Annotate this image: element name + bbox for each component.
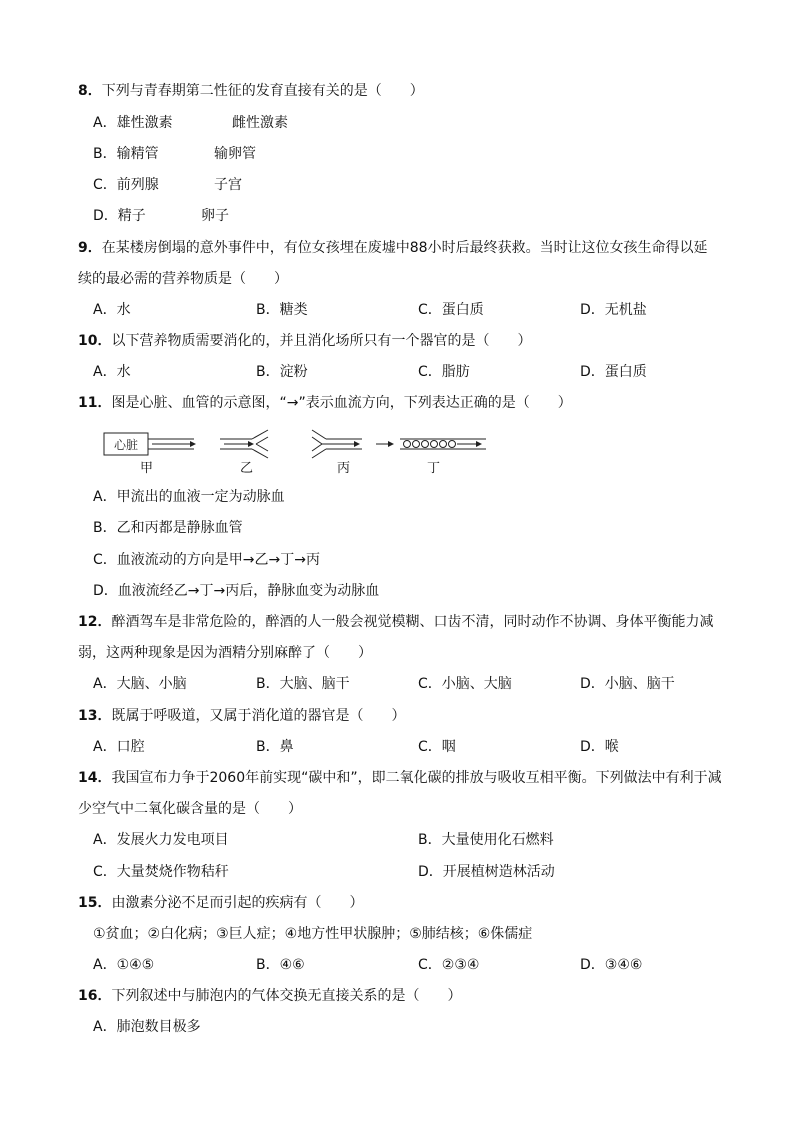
label-jia: 甲	[140, 461, 154, 476]
q8-option-b: B．输精管	[93, 146, 159, 162]
q12-option-c: C．小脑、大脑	[418, 676, 512, 692]
question-14-stem-cont: 少空气中二氧化碳含量的是（ ）	[78, 801, 302, 817]
question-10-stem: 10．以下营养物质需要消化的，并且消化场所只有一个器官的是（ ）	[78, 333, 532, 349]
q13-option-d: D．喉	[580, 739, 619, 755]
q11-option-a: A．甲流出的血液一定为动脉血	[93, 489, 285, 505]
question-12-stem-cont: 弱，这两种现象是因为酒精分别麻醉了（ ）	[78, 645, 372, 661]
q10-option-b: B．淀粉	[256, 364, 308, 380]
heart-vessel-diagram	[100, 428, 500, 478]
q14-option-c: C．大量焚烧作物秸秆	[93, 864, 229, 880]
question-9-stem: 9．在某楼房倒塌的意外事件中，有位女孩埋在废墟中88小时后最终获救。当时让这位女孩生命得以延	[78, 240, 708, 256]
label-bing: 丙	[337, 461, 351, 476]
q14-option-d: D．开展植树造林活动	[418, 864, 555, 880]
q15-option-a: A．①④⑤	[93, 957, 155, 973]
q13-option-b: B．鼻	[256, 739, 294, 755]
q10-option-c: C．脂肪	[418, 364, 470, 380]
vessel-jia	[104, 433, 196, 455]
q15-option-c: C．②③④	[418, 957, 480, 973]
q8-option-c: C．前列腺	[93, 177, 159, 193]
q15-option-b: B．④⑥	[256, 957, 305, 973]
q10-option-a: A．水	[93, 364, 131, 380]
q9-option-d: D．无机盐	[580, 302, 647, 318]
q8-option-d: D．精子	[93, 208, 146, 224]
q12-option-a: A．大脑、小脑	[93, 676, 187, 692]
q16-option-a: A．肺泡数目极多	[93, 1019, 201, 1035]
q13-option-a: A．口腔	[93, 739, 145, 755]
q12-option-d: D．小脑、脑干	[580, 676, 675, 692]
q15-option-d: D．③④⑥	[580, 957, 643, 973]
q8-option-b-right: 输卵管	[214, 146, 256, 162]
q9-option-c: C．蛋白质	[418, 302, 484, 318]
q8-option-a: A．雄性激素	[93, 115, 173, 131]
question-15-items: ①贫血；②白化病；③巨人症；④地方性甲状腺肿；⑤肺结核；⑥侏儒症	[93, 926, 533, 942]
label-yi: 乙	[240, 461, 254, 476]
q13-option-c: C．咽	[418, 739, 456, 755]
question-15-stem: 15．由激素分泌不足而引起的疾病有（ ）	[78, 895, 364, 911]
question-12-stem: 12．醉酒驾车是非常危险的，醉酒的人一般会视觉模糊、口齿不清，同时动作不协调、身体平衡能力减	[78, 614, 714, 630]
heart-label: 心脏	[113, 438, 139, 452]
q9-option-a: A．水	[93, 302, 131, 318]
vessel-ding	[376, 439, 486, 449]
q11-option-c: C．血液流动的方向是甲→乙→丁→丙	[93, 552, 320, 568]
q14-option-b: B．大量使用化石燃料	[418, 832, 554, 848]
question-9-stem-cont: 续的最必需的营养物质是（ ）	[78, 271, 288, 287]
q10-option-d: D．蛋白质	[580, 364, 647, 380]
question-14-stem: 14．我国宣布力争于2060年前实现“碳中和”，即二氧化碳的排放与吸收互相平衡。下列做法中有利于减	[78, 770, 722, 786]
q12-option-b: B．大脑、脑干	[256, 676, 350, 692]
question-13-stem: 13．既属于呼吸道，又属于消化道的器官是（ ）	[78, 708, 406, 724]
question-11-stem: 11．图是心脏、血管的示意图，“→”表示血流方向，下列表达正确的是（ ）	[78, 395, 572, 411]
label-ding: 丁	[427, 461, 441, 476]
q8-option-c-right: 子宫	[214, 177, 242, 193]
q9-option-b: B．糖类	[256, 302, 308, 318]
question-8-stem: 8．下列与青春期第二性征的发育直接有关的是（ ）	[78, 83, 424, 99]
q8-option-a-right: 雌性激素	[232, 115, 288, 131]
vessel-figure	[100, 428, 500, 460]
vessel-yi	[220, 430, 268, 458]
q11-option-b: B．乙和丙都是静脉血管	[93, 520, 243, 536]
q8-option-d-right: 卵子	[201, 208, 229, 224]
q11-option-d: D．血液流经乙→丁→丙后，静脉血变为动脉血	[93, 583, 380, 599]
question-16-stem: 16．下列叙述中与肺泡内的气体交换无直接关系的是（ ）	[78, 988, 462, 1004]
vessel-bing	[312, 430, 362, 458]
q14-option-a: A．发展火力发电项目	[93, 832, 229, 848]
